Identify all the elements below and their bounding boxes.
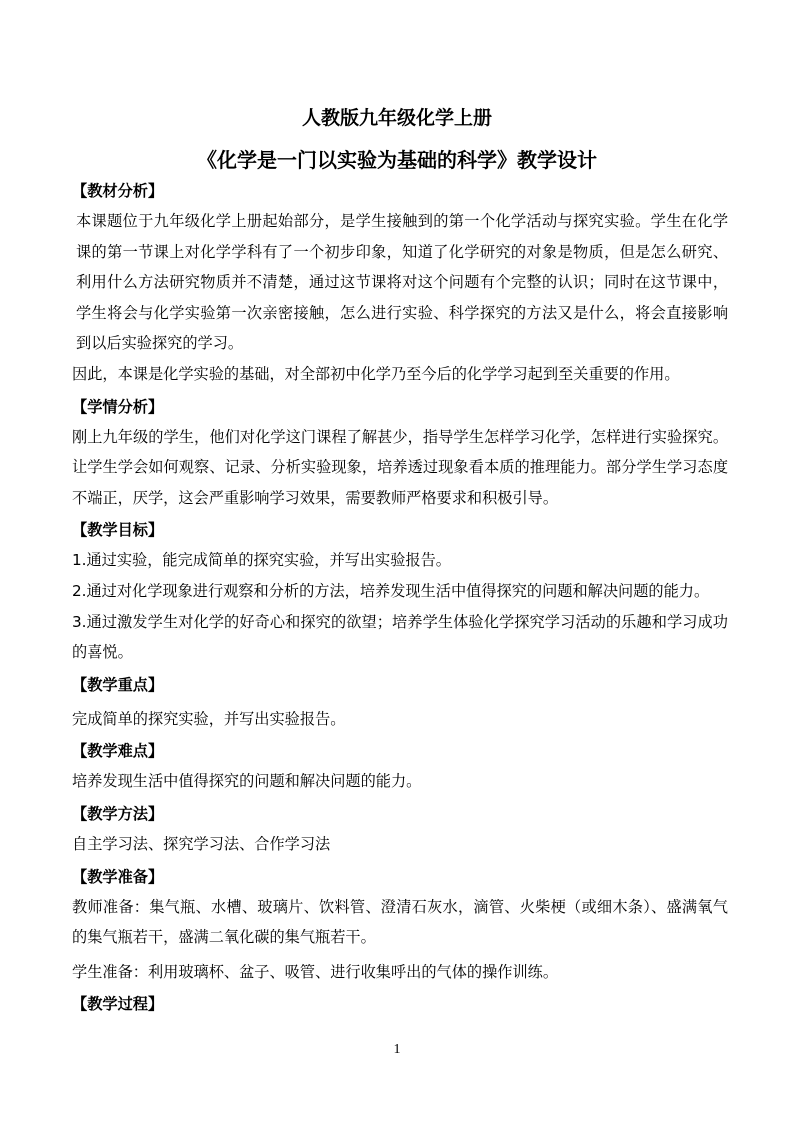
section-heading-methods: 【教学方法】 [72,804,164,823]
objective-item-3: 3.通过激发学生对化学的好奇心和探究的欲望；培养学生体验化学探究学习活动的乐趣和学习成功的喜悦。 [72,612,728,662]
teacher-preparation-text: 教师准备：集气瓶、水槽、玻璃片、饮料管、澄清石灰水，滴管、火柴梗（或细木条）、盛满氧气的集气瓶若干，盛满二氧化碳的集气瓶若干。 [72,897,728,947]
section-heading-preparation: 【教学准备】 [72,867,164,886]
document-title: 人教版九年级化学上册 [301,107,492,129]
student-preparation-text: 学生准备：利用玻璃杯、盆子、吸管、进行收集呼出的气体的操作训练。 [72,962,558,981]
document-subtitle: 《化学是一门以实验为基础的科学》教学设计 [197,148,597,172]
page-number: 1 [393,1042,401,1057]
section-heading-process: 【教学过程】 [72,995,164,1014]
key-points-text: 完成简单的探究实验，并写出实验报告。 [72,709,346,728]
student-analysis-paragraph: 刚上九年级的学生，他们对化学这门课程了解甚少，指导学生怎样学习化学，怎样进行实验探究。让学生学会如何观察、记录、分析实验现象，培养透过现象看本质的推理能力。部分学生学习态度不端正，厌学，这会严重影响学习效果，需要教师严格要求和积极引导。 [72,427,728,507]
section-heading-material-analysis: 【教材分析】 [72,182,164,200]
document-body [72,176,728,1019]
difficulties-text: 培养发现生活中值得探究的问题和解决问题的能力。 [72,772,422,791]
section-heading-key-points: 【教学重点】 [72,675,164,694]
section-heading-difficulties: 【教学难点】 [72,742,164,761]
objective-item-2: 2.通过对化学现象进行观察和分析的方法，培养发现生活中值得探究的问题和解决问题的能力。 [72,581,710,600]
material-analysis-paragraph-1: 本课题位于九年级化学上册起始部分，是学生接触到的第一个化学活动与探究实验。学生在化学课的第一节课上对化学学科有了一个初步印象，知道了化学研究的对象是物质，但是怎么研究、利用什么方法研究物质并不清楚，通过这节课将对这个问题有个完整的认识；同时在这节课中，学生将会与化学实验第一次亲密接触，怎么进行实验、科学探究的方法又是什么，将会直接影响到以后实验探究的学习。 [76,212,728,353]
section-heading-student-analysis: 【学情分析】 [72,397,164,416]
objective-item-1: 1.通过实验，能完成简单的探究实验，并写出实验报告。 [72,551,451,570]
methods-text: 自主学习法、探究学习法、合作学习法 [72,834,331,853]
material-analysis-paragraph-2: 因此，本课是化学实验的基础，对全部初中化学乃至今后的化学学习起到至关重要的作用。 [72,364,680,383]
section-heading-objectives: 【教学目标】 [72,521,164,540]
